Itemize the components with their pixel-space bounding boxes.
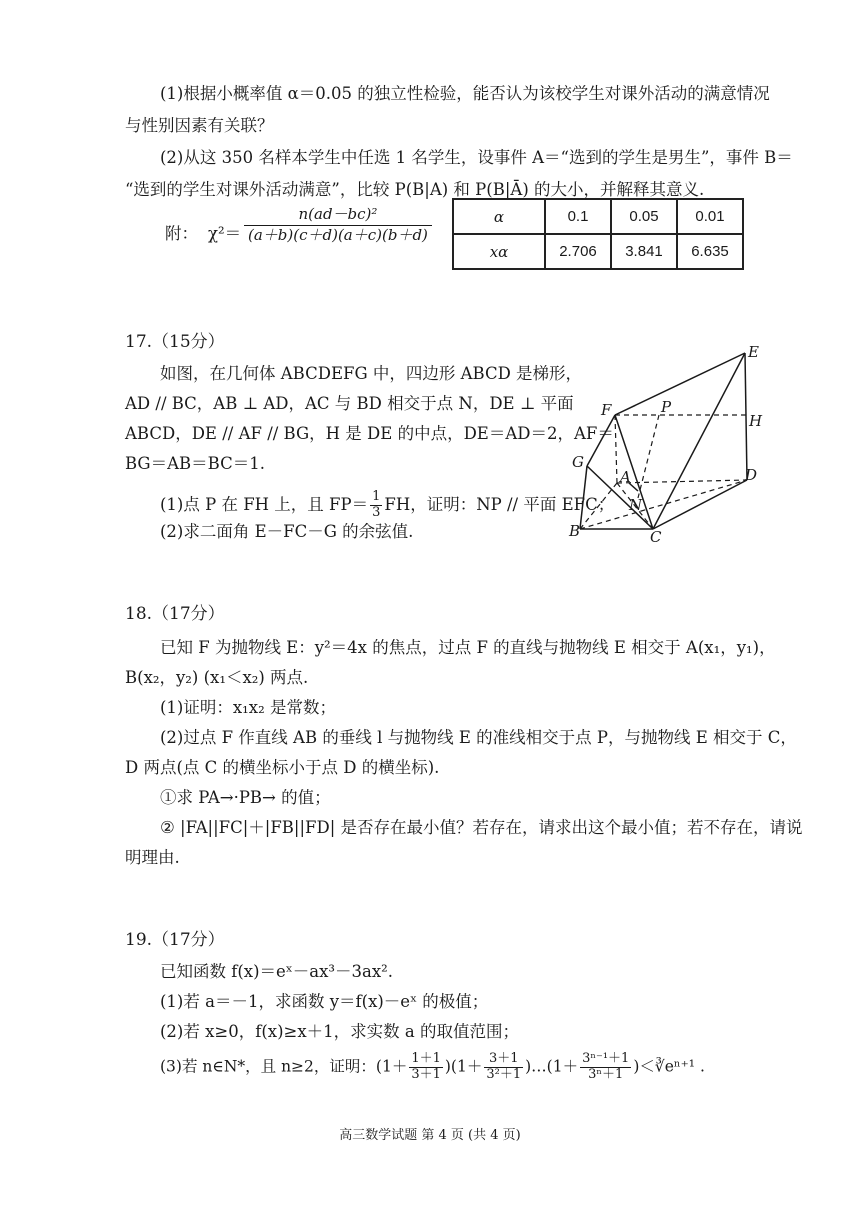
q19-part3 xyxy=(160,1052,705,1083)
label-H: H xyxy=(749,412,763,430)
q18-part1: (1)证明：x₁x₂ 是常数； xyxy=(160,698,336,717)
fraction-1 xyxy=(409,1052,443,1083)
table-cell: α xyxy=(453,199,545,234)
one-third-fraction xyxy=(370,490,382,521)
q16-part2-line1: (2)从这 350 名样本学生中任选 1 名学生，设事件 A＝“选到的学生是男生”，事件 B＝ xyxy=(160,148,793,167)
table-cell: 0.01 xyxy=(677,199,743,234)
chi-square-fraction xyxy=(244,205,432,245)
chi-square-lhs: χ²＝ xyxy=(208,224,242,243)
critical-value-table xyxy=(452,198,744,270)
table-row xyxy=(453,199,743,234)
q18-sub2-line1: ② |FA||FC|＋|FB||FD| 是否存在最小值？若存在，请求出这个最小值；若不存在，请说 xyxy=(160,818,803,837)
table-cell: 0.05 xyxy=(611,199,677,234)
fraction-numerator: 3ⁿ⁻¹＋1 xyxy=(582,1051,630,1066)
q18-part2-line1: (2)过点 F 作直线 AB 的垂线 l 与抛物线 E 的准线相交于点 P，与抛物线 E 相交于 C， xyxy=(160,728,797,747)
q19-part3-mid1: )(1＋ xyxy=(444,1057,483,1076)
q17-part2: (2)求二面角 E－FC－G 的余弦值. xyxy=(160,522,414,541)
fraction-denominator: 3 xyxy=(372,504,381,520)
q18-sub2-line2: 明理由. xyxy=(125,848,180,867)
edge-FA xyxy=(615,415,617,483)
q19-part1: (1)若 a＝－1，求函数 y＝f(x)－eˣ 的极值； xyxy=(160,992,489,1011)
q16-part2-line2: “选到的学生对课外活动满意”，比较 P(B|A) 和 P(B|Ā) 的大小，并解释其意义. xyxy=(125,180,705,199)
q18-sub1: ①求 PA→·PB→ 的值； xyxy=(160,788,331,807)
q17-line1: 如图，在几何体 ABCDEFG 中，四边形 ABCD 是梯形， xyxy=(160,364,583,383)
chi-square-numerator: n(ad－bc)² xyxy=(244,205,432,226)
table-cell: 6.635 xyxy=(677,234,743,269)
label-F: F xyxy=(601,401,612,419)
chi-square-denominator: (a＋b)(c＋d)(a＋c)(b＋d) xyxy=(248,225,428,244)
edge-BG xyxy=(580,466,587,529)
label-P: P xyxy=(661,398,672,416)
q18-line1: 已知 F 为抛物线 E：y²＝4x 的焦点，过点 F 的直线与抛物线 E 相交于 A(x₁，y₁)， xyxy=(160,638,776,657)
q19-part2: (2)若 x≥0，f(x)≥x＋1，求实数 a 的取值范围； xyxy=(160,1022,519,1041)
table-cell: 2.706 xyxy=(545,234,611,269)
label-G: G xyxy=(572,453,584,471)
q17-line2: AD // BC，AB ⊥ AD，AC 与 BD 相交于点 N，DE ⊥ 平面 xyxy=(125,394,574,413)
edge-FE xyxy=(615,353,745,415)
q16-part1-line1: (1)根据小概率值 α＝0.05 的独立性检验，能否认为该校学生对课外活动的满意情况 xyxy=(160,84,770,103)
label-A: A xyxy=(620,468,631,486)
table-row xyxy=(453,234,743,269)
q18-header: 18.（17分） xyxy=(125,604,225,624)
table-cell: xα xyxy=(453,234,545,269)
fraction-denominator: 3²＋1 xyxy=(486,1066,522,1082)
edge-EC xyxy=(653,353,745,529)
fraction-3 xyxy=(580,1052,631,1083)
label-D: D xyxy=(745,466,758,484)
edge-ED xyxy=(745,353,747,480)
q17-line4: BG＝AB＝BC＝1. xyxy=(125,454,265,473)
q17-part1 xyxy=(160,490,614,521)
fraction-numerator: 1＋1 xyxy=(411,1051,441,1066)
label-B: B xyxy=(569,522,581,540)
fraction-numerator: 3＋1 xyxy=(484,1052,523,1068)
q16-appendix-label: 附： xyxy=(165,224,198,243)
table-cell: 0.1 xyxy=(545,199,611,234)
label-N: N xyxy=(629,496,643,514)
q17-part1-pre: (1)点 P 在 FH 上，且 FP＝ xyxy=(160,494,369,514)
q17-part1-post: FH，证明：NP // 平面 EFC； xyxy=(384,494,615,514)
q16-part1-line2: 与性别因素有关联？ xyxy=(125,116,274,135)
fraction-numerator: 1 xyxy=(372,489,381,504)
q19-line1: 已知函数 f(x)＝eˣ－ax³－3ax². xyxy=(160,962,394,981)
fraction-denominator: 3＋1 xyxy=(411,1066,441,1082)
edge-PN xyxy=(638,415,659,498)
edge-DC xyxy=(653,480,747,529)
q19-part3-mid2: )…(1＋ xyxy=(525,1057,579,1076)
fraction-2 xyxy=(484,1052,523,1083)
q17-line3: ABCD，DE // AF // BG，H 是 DE 的中点，DE＝AD＝2，AF＝ xyxy=(125,424,614,443)
label-E: E xyxy=(748,343,759,361)
q17-header: 17.（15分） xyxy=(125,332,225,352)
table-cell: 3.841 xyxy=(611,234,677,269)
q19-part3-post: )＜∛eⁿ⁺¹ . xyxy=(633,1057,705,1076)
fraction-denominator: 3ⁿ＋1 xyxy=(588,1066,624,1082)
q19-part3-pre: (3)若 n∈N*，且 n≥2，证明：(1＋ xyxy=(160,1057,408,1076)
label-C: C xyxy=(650,528,662,545)
q18-line2: B(x₂，y₂) (x₁＜x₂) 两点. xyxy=(125,668,309,687)
q19-header: 19.（17分） xyxy=(125,930,225,950)
edge-BD xyxy=(580,480,747,529)
geometry-figure xyxy=(565,343,770,545)
edge-GF xyxy=(587,415,615,466)
page-footer: 高三数学试题 第 4 页 (共 4 页) xyxy=(339,1128,521,1143)
q18-part2-line2: D 两点(点 C 的横坐标小于点 D 的横坐标). xyxy=(125,758,440,777)
